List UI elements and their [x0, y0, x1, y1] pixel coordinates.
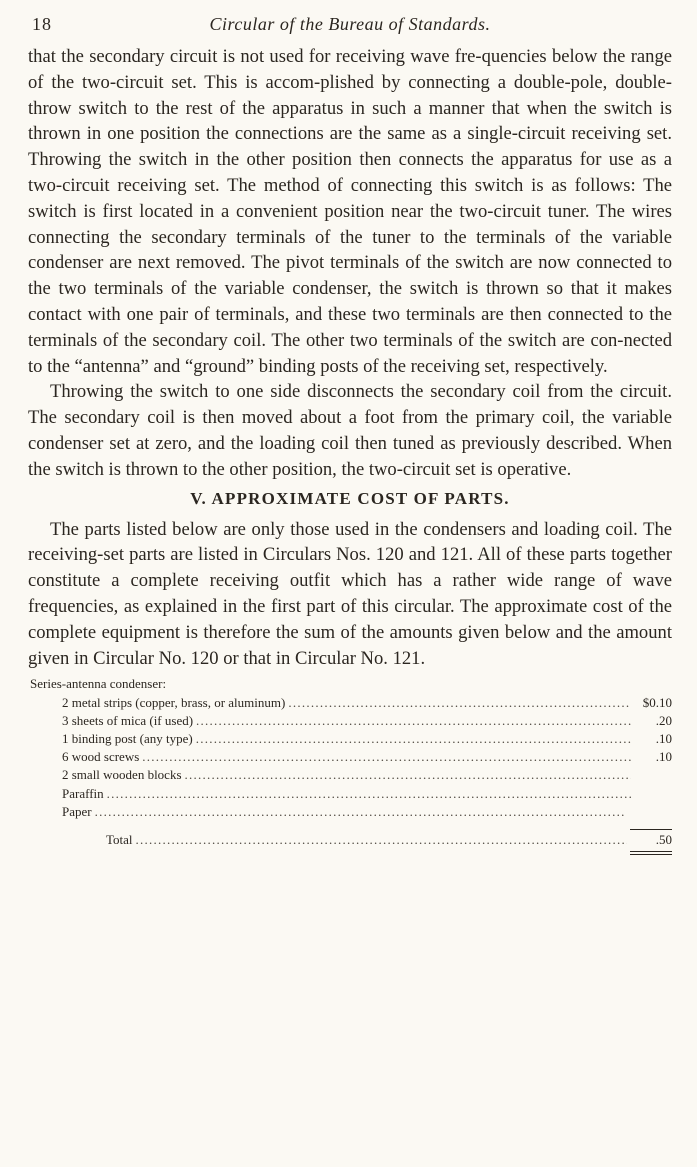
part-label: Paraffin: [62, 785, 104, 801]
list-item: [62, 712, 672, 730]
body-paragraph-continued: that the secondary circuit is not used for receiving wave fre-quencies below the range of the two-circuit set. This is accom-plished by connecting a double-pole, double-throw switch to the rest of the apparatus in such a manner that when the switch is thrown in one position the connections are the same as a single-circuit receiving set. Throwing the switch in the other position then connects the apparatus for use as a two-circuit receiving set. The method of connecting this switch is as follows: The switch is first located in a convenient position near the two-circuit tuner. The wires connecting the secondary terminals of the tuner to the terminals of the variable condenser are next removed. The pivot terminals of the switch are now connected to the two terminals of the variable condenser, the switch is thrown so that it makes contact with one pair of terminals, and these two terminals are then connected to the terminals of the secondary coil. The other two terminals of the switch are con-nected to the “antenna” and “ground” binding posts of the receiving set, respectively.: [28, 46, 672, 377]
page-header: [28, 14, 672, 44]
part-label: 2 small wooden blocks: [62, 767, 182, 783]
part-label: Paper: [62, 803, 92, 819]
dot-leader: [107, 785, 631, 803]
total-row: [106, 829, 672, 849]
dot-leader: [196, 730, 631, 748]
page-number: 18: [32, 14, 52, 34]
dot-leader: [142, 748, 631, 766]
document-page: [28, 14, 672, 849]
part-label: 1 binding post (any type): [62, 730, 193, 746]
dot-leader: [95, 803, 631, 821]
dot-leader: [196, 712, 631, 730]
total-price: .50: [630, 829, 672, 849]
parts-group-label: Series-antenna condenser:: [30, 676, 167, 692]
part-label: 3 sheets of mica (if used): [62, 712, 194, 728]
total-label: Total: [106, 831, 133, 847]
list-item: [62, 694, 672, 712]
section-paragraph: The parts listed below are only those used in the condensers and loading coil. The receiving-set parts are listed in Circulars Nos. 120 and 121. All of these parts together constitute a complete receiving outfit which has a rather wide range of wave frequencies, as explained in the first part of this circular. The approximate cost of the complete equipment is therefore the sum of the amounts given below and the amount given in Circular No. 120 or that in Circular No. 121.: [28, 518, 672, 669]
part-label: 2 metal strips (copper, brass, or aluminum): [62, 694, 286, 710]
section-heading: V. APPROXIMATE COST OF PARTS.: [190, 488, 510, 508]
running-head: Circular of the Bureau of Standards.: [209, 14, 491, 34]
part-price: $0.10: [642, 694, 672, 710]
parts-list: [28, 675, 672, 849]
list-item: [62, 785, 672, 803]
dot-leader: [136, 831, 627, 849]
part-price: .10: [655, 730, 672, 746]
part-price: .20: [655, 712, 672, 728]
part-price: .10: [655, 749, 672, 765]
list-item: [62, 748, 672, 766]
list-item: [62, 730, 672, 748]
dot-leader: [288, 694, 631, 712]
list-item: [62, 766, 672, 784]
body-paragraph: Throwing the switch to one side disconnects the secondary coil from the circuit. The secondary coil is then moved about a foot from the primary coil, the variable condenser set at zero, and the loading coil then tuned as previously described. When the switch is thrown to the other position, the two-circuit set is operative.: [28, 381, 672, 480]
list-item: [62, 803, 672, 821]
dot-leader: [185, 766, 631, 784]
part-label: 6 wood screws: [62, 749, 140, 765]
